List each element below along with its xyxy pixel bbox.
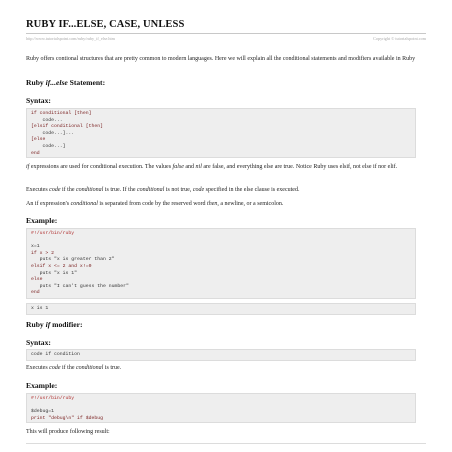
copyright-notice: Copyright © tutorialspoint.com [373,36,426,41]
page-title: RUBY IF...ELSE, CASE, UNLESS [26,19,185,30]
code-line: puts "x is 1" [31,270,78,276]
section-heading-if-else: Ruby if...else Statement: [26,78,106,87]
code-line: [elsif conditional [then] [31,124,103,130]
code-line: puts "I can't guess the number" [31,283,129,289]
example-heading: Example: [26,381,58,390]
modifier-syntax-code-block [26,349,416,361]
output-code-block [26,303,416,315]
code-line: x=1 [31,244,40,250]
example-code-block [26,228,416,299]
code-line: #!/usr/bin/ruby [31,231,75,236]
code-line [31,403,411,410]
code-line: elsif x <= 2 and x!=0 [31,263,92,269]
code-line: code... [31,117,63,123]
code-line [31,238,411,245]
code-line: [else [31,137,46,143]
code-line: if conditional [then] [31,111,92,116]
next-block-edge [26,443,426,444]
title-divider [26,33,426,34]
code-line: end [31,290,40,296]
syntax-code-block [26,108,416,158]
code-line: x is 1 [31,306,49,311]
example-heading: Example: [26,216,58,225]
modifier-example-code-block [26,393,416,423]
section-heading-if-modifier: Ruby if modifier: [26,320,83,329]
intro-paragraph: Ruby offers contional structures that are pretty common to modern languages. Here we will explain all the conditional statements and modifiers available in Ruby [26,56,416,62]
modifier-executes-paragraph: Executes code if the conditional is true. [26,365,122,371]
code-line: end [31,150,40,156]
code-line: code...]... [31,130,75,136]
code-line: else [31,277,43,283]
conditional-paragraph: An if expression's conditional is separated from code by the reserved word then, a newline, or a semicolon. [26,201,284,207]
code-line: code if condition [31,352,80,357]
executes-paragraph: Executes code if the conditional is true. If the conditional is not true, code specified in the else clause is executed. [26,187,300,193]
code-line: if x > 2 [31,250,55,256]
code-line: puts "x is greater than 2" [31,257,115,263]
result-intro-paragraph: This will produce following result: [26,429,110,435]
syntax-heading: Syntax: [26,96,51,105]
code-line: code...] [31,143,66,149]
code-line: #!/usr/bin/ruby [31,396,75,401]
syntax-heading: Syntax: [26,338,51,347]
code-line: $debug=1 [31,409,55,415]
if-expression-paragraph: if expressions are used for conditional execution. The values false and nil are false, and everything else are true. Notice Ruby uses elsif, not else if nor elif. [26,164,398,170]
code-line: print "debug\n" if $debug [31,415,103,421]
source-url[interactable]: http://www.tutorialspoint.com/ruby/ruby_if_else.htm [26,36,115,41]
